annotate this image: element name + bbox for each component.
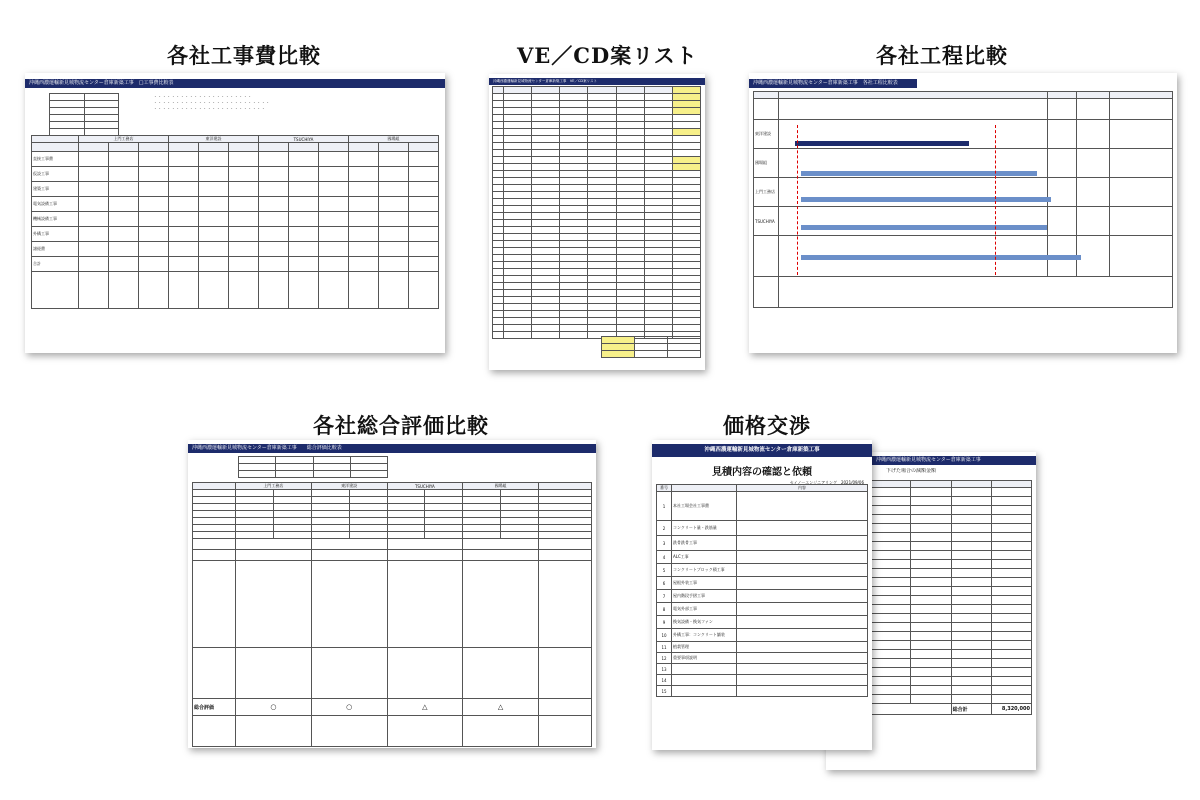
cost-sheet-title: 沖縄西濃運輸新見城物流センター倉庫新築工事 □工事費比較表	[25, 79, 445, 88]
nego-item: 換気設備・換気ファン	[672, 616, 737, 629]
eval-symbol: ○	[311, 699, 387, 716]
schedule-company-label: TSUCHIYA	[754, 207, 779, 236]
nego-subtitle: 見積内容の確認と依頼	[712, 467, 812, 478]
ve-cd-table	[492, 86, 701, 339]
eval-symbol: △	[463, 699, 539, 716]
eval-company-3: TSUCHIYA	[387, 483, 463, 490]
gantt-bar	[801, 255, 1081, 260]
cost-row-label: 諸経費	[32, 242, 79, 257]
nego-item: 電気外部工事	[672, 603, 737, 616]
nego-item: 屋内階段手摺工事	[672, 590, 737, 603]
cost-comparison-table	[31, 135, 439, 309]
schedule-comparison-sheet	[749, 73, 1177, 353]
cost-row-label: 電気設備工事	[32, 197, 79, 212]
nego-item: ALC工事	[672, 551, 737, 564]
nego2-subtitle: 下げた場合の減額金額	[886, 468, 937, 474]
schedule-company-label: 國場組	[754, 149, 779, 178]
cost-row-label: 直接工事費	[32, 152, 79, 167]
negotiation-items-table: 番号 内容 1 本社工場会社工事費 2 コンクリート量・鉄筋量 3 鉄骨鉄骨工事 4 ALC工事 5 コンクリートブロック積工事 6 屋根外装工事 7 屋内階段手摺工事 8 電気外部工事 9 換気設備・換気ファン 10 外構工事：コンクリート舗装 11 植栽管理 12 重要事項説明 13 14 15	[656, 484, 868, 697]
cost-row-label: 合計	[32, 257, 79, 272]
cost-company-1: 上門工務店	[79, 136, 169, 143]
nego-item: 鉄骨鉄骨工事	[672, 536, 737, 551]
schedule-company-label: 上門工務店	[754, 178, 779, 207]
heading-schedule-comparison: 各社工程比較	[876, 43, 1008, 68]
ve-cd-list-sheet	[489, 74, 705, 370]
heading-ve-cd-list: VE／CD案リスト	[517, 43, 698, 68]
eval-header-table	[238, 456, 388, 478]
price-negotiation-sheet	[652, 440, 872, 750]
nego-author: セイノーエンジニアリング 2021/09/06	[789, 480, 864, 485]
cost-company-4: 國場組	[349, 136, 439, 143]
nego-item: コンクリート量・鉄筋量	[672, 521, 737, 536]
nego-header-no: 番号	[657, 485, 672, 492]
price-total-value: 8,320,000	[991, 704, 1031, 715]
schedule-sheet-title: 沖縄西濃運輸新見城物流センター倉庫新築工事 各社工程比較表	[749, 79, 917, 88]
eval-sheet-title: 沖縄西濃運輸新見城物流センター倉庫新築工事 総合評価比較表	[188, 444, 596, 453]
nego2-sheet-title: 沖縄西濃運輸新見城物流センター倉庫新築工事	[826, 456, 1036, 465]
gantt-bar	[795, 141, 969, 146]
heading-price-negotiation: 価格交渉	[723, 413, 811, 438]
gantt-bar	[801, 171, 1037, 176]
nego-sheet-title: 沖縄西濃運輸新見城物流センター倉庫新築工事	[652, 444, 872, 457]
price-total-label: 総合計	[951, 704, 991, 715]
cost-company-3: TSUCHIYA	[259, 136, 349, 143]
gantt-bar	[801, 197, 1051, 202]
cost-row-label: 仮設工事	[32, 167, 79, 182]
eval-company-4: 國場組	[463, 483, 539, 490]
cost-comparison-sheet	[25, 73, 445, 353]
cost-notes: ・・・・・・・・・・・・・・・・・・・・・・ ・・・・・・・・・・・・・・・・・・・・・・・・・・ ・・・・・・・・・・・・・・・・・・・・・・・・・	[153, 95, 270, 112]
evaluation-comparison-sheet	[188, 440, 596, 748]
eval-comparison-table	[192, 482, 592, 747]
eval-symbol: △	[387, 699, 463, 716]
nego-item: 本社工場会社工事費	[672, 492, 737, 521]
nego-item: コンクリートブロック積工事	[672, 564, 737, 577]
heading-evaluation-comparison: 各社総合評価比較	[313, 413, 489, 438]
milestone-line	[995, 125, 996, 275]
cost-row-label: 建築工事	[32, 182, 79, 197]
eval-total-label: 総合評価	[193, 699, 236, 716]
eval-symbol: ○	[236, 699, 312, 716]
eval-company-2: 東洋建設	[311, 483, 387, 490]
ve-sheet-title: 沖縄西濃運輸新見城物流センター倉庫新築工事 VE／CD案リスト	[489, 78, 705, 85]
heading-cost-comparison: 各社工事費比較	[167, 43, 321, 68]
nego-header-content: 内容	[737, 485, 868, 492]
nego-item: 屋根外装工事	[672, 577, 737, 590]
ve-total-table	[601, 336, 701, 358]
nego-item: 重要事項説明	[672, 653, 737, 664]
nego-item: 外構工事：コンクリート舗装	[672, 629, 737, 642]
cost-company-2: 東洋建設	[169, 136, 259, 143]
schedule-company-label: 東洋建設	[754, 120, 779, 149]
milestone-line	[797, 125, 798, 275]
cost-row-label: 機械設備工事	[32, 212, 79, 227]
eval-company-1: 上門工務店	[236, 483, 312, 490]
cost-row-label: 外構工事	[32, 227, 79, 242]
nego-item: 植栽管理	[672, 642, 737, 653]
gantt-bar	[801, 225, 1047, 230]
